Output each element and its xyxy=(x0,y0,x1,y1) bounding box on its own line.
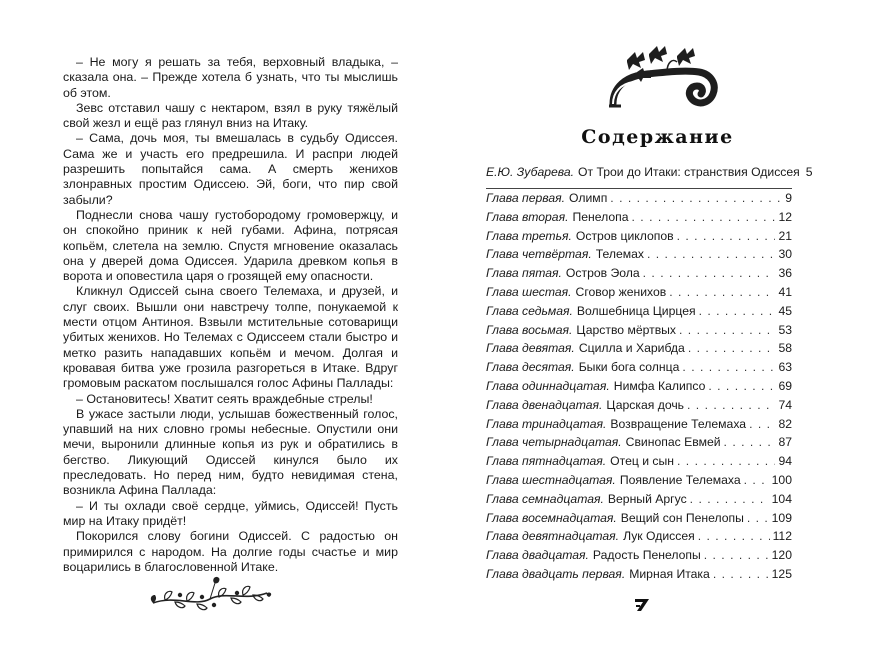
toc-chapter-title: Царство мёртвых xyxy=(576,322,677,337)
leader-dots xyxy=(677,229,776,243)
toc-chapter-number: Глава девятнадцатая. xyxy=(486,529,620,544)
toc-chapter-title: Сговор женихов xyxy=(575,284,667,299)
toc-entry[interactable] xyxy=(486,567,792,586)
toc-chapter-number: Глава одиннадцатая. xyxy=(486,378,610,393)
leader-dots xyxy=(690,492,769,506)
toc-page-number: 112 xyxy=(772,529,792,544)
leader-dots xyxy=(643,266,776,280)
toc-divider xyxy=(486,188,792,189)
toc-page-number: 9 xyxy=(785,191,792,205)
toc-chapter-title: Олимп xyxy=(569,191,608,205)
toc-page-number: 30 xyxy=(778,247,792,262)
toc-page-number: 58 xyxy=(778,341,792,356)
toc-entry[interactable] xyxy=(486,229,792,248)
toc-chapter-title: Вещий сон Пенелопы xyxy=(620,510,744,525)
toc-page-number: 94 xyxy=(778,454,792,469)
toc-page-number: 69 xyxy=(778,378,792,393)
paragraph: Зевс отставил чашу с нектаром, взял в руку тяжёлый свой жезл и ещё раз глянул вниз на Итаку. xyxy=(63,100,398,131)
leader-dots xyxy=(699,304,776,318)
toc-chapter-number: Глава вторая. xyxy=(486,209,569,224)
paragraph: Кликнул Одиссей сына своего Телемаха, и друзей, и слуг своих. Вышли они навстречу толпе, понукаемой к мести отцом Антиноя. Взвыли мстительные сотоварищи убитых женихов. Но Телемах с Одиссеем стали быстро и метко разить нападавших копьём и мечом. Долгая и кровавая битва уже грозила разгореться в Итаке. Вдруг громовым раскатом послышался голос Афины Паллады: xyxy=(63,284,398,391)
toc-entry[interactable] xyxy=(486,323,792,342)
toc-page-number: 87 xyxy=(778,435,792,450)
toc-heading: Содержание xyxy=(581,126,734,148)
leader-dots xyxy=(669,285,775,299)
toc-entry[interactable] xyxy=(486,417,792,436)
toc-chapter-number: Глава десятая. xyxy=(486,360,575,375)
toc-page-number: 120 xyxy=(771,548,792,563)
toc-author: Е.Ю. Зубарева. xyxy=(486,165,575,179)
toc-intro-entry[interactable] xyxy=(486,165,813,187)
toc-page-number: 45 xyxy=(778,303,792,318)
leader-dots xyxy=(677,454,775,468)
toc-chapter-number: Глава шестнадцатая. xyxy=(486,472,616,487)
toc-chapter-title: Лук Одиссея xyxy=(623,529,695,544)
leader-dots xyxy=(647,247,775,261)
toc-chapter-title: Волшебница Цирцея xyxy=(576,303,696,318)
ionic-scroll-emblem-icon xyxy=(607,42,722,114)
toc-entry[interactable] xyxy=(486,210,792,229)
toc-chapter-title: Пенелопа xyxy=(572,209,629,224)
toc-chapter-number: Глава четвёртая. xyxy=(486,247,592,262)
toc-chapter-title: Нимфа Калипсо xyxy=(613,378,706,393)
paragraph: – Остановитесь! Хватит сеять враждебные стрелы! xyxy=(76,391,373,406)
toc-entry[interactable] xyxy=(486,454,792,473)
toc-chapter-number: Глава двадцать первая. xyxy=(486,566,626,581)
toc-chapter-number: Глава первая. xyxy=(486,191,566,205)
paragraph: – И ты охлади своё сердце, уймись, Одиссей! Пусть мир на Итаку придёт! xyxy=(63,498,398,528)
toc-page-number: 53 xyxy=(778,322,792,337)
toc-page-number: 21 xyxy=(778,228,792,243)
toc-chapter-title: Сцилла и Харибда xyxy=(578,341,685,356)
leader-dots xyxy=(747,511,769,525)
toc-chapter-title: Мирная Итака xyxy=(629,566,710,581)
toc-chapter-number: Глава четырнадцатая. xyxy=(486,435,622,450)
toc-entry[interactable] xyxy=(486,191,792,210)
leader-dots xyxy=(713,567,769,581)
leader-dots xyxy=(688,341,776,355)
toc-page-number: 41 xyxy=(778,284,792,299)
leader-dots xyxy=(698,529,770,543)
toc-entry[interactable] xyxy=(486,548,792,567)
leader-dots xyxy=(610,191,782,205)
toc-chapter-number: Глава восьмая. xyxy=(486,322,573,337)
toc-page-number: 36 xyxy=(778,266,792,281)
toc-entry[interactable] xyxy=(486,379,792,398)
toc-chapter-title: Радость Пенелопы xyxy=(592,548,701,563)
toc-entry[interactable] xyxy=(486,398,792,417)
toc-entry[interactable] xyxy=(486,247,792,266)
toc-chapter-number: Глава шестая. xyxy=(486,284,572,299)
toc-entry[interactable] xyxy=(486,266,792,285)
story-text xyxy=(63,55,398,575)
leader-dots xyxy=(708,379,775,393)
toc-title: От Трои до Итаки: странствия Одиссея xyxy=(578,165,800,179)
toc-chapter-title: Остров Эола xyxy=(565,266,640,281)
toc-chapter-number: Глава пятая. xyxy=(486,266,562,281)
toc-entry[interactable] xyxy=(486,341,792,360)
toc-page-number: 63 xyxy=(778,360,792,375)
toc-chapter-title: Отец и сын xyxy=(610,454,675,469)
toc-page-number: 100 xyxy=(771,472,792,487)
toc-chapter-list xyxy=(486,191,792,586)
leader-dots xyxy=(679,323,775,337)
paragraph: – Не могу я решать за тебя, верховный владыка, – сказала она. – Прежде хотела б узнать, что ты мыслишь об этом. xyxy=(63,55,398,100)
toc-entry[interactable] xyxy=(486,511,792,530)
paragraph: Поднесли снова чашу густобородому громовержцу, и он спокойно приник к ней губами. Афина, потрясая копьём, слетела на землю. Спустя мгновение оказалась она у дверей дома Одиссея. Ударила древком копья в ворота и оповестила царя о грозящей ему опасности. xyxy=(63,207,398,284)
toc-page-number: 74 xyxy=(778,397,792,412)
toc-entry[interactable] xyxy=(486,285,792,304)
toc-chapter-number: Глава семнадцатая. xyxy=(486,491,604,506)
toc-page-number: 104 xyxy=(771,491,792,506)
leader-dots xyxy=(682,360,775,374)
toc-entry[interactable] xyxy=(486,529,792,548)
toc-entry[interactable] xyxy=(486,360,792,379)
page-number-glyph-icon xyxy=(633,597,651,613)
toc-chapter-title: Свинопас Евмей xyxy=(625,435,721,450)
leader-dots xyxy=(724,435,776,449)
toc-entry[interactable] xyxy=(486,304,792,323)
toc-chapter-number: Глава девятая. xyxy=(486,341,575,356)
leader-dots xyxy=(744,473,769,487)
leader-dots xyxy=(632,210,776,224)
olive-branch-ornament-icon xyxy=(145,573,275,618)
toc-chapter-title: Быки бога солнца xyxy=(578,360,680,375)
toc-chapter-title: Появление Телемаха xyxy=(619,472,741,487)
table-of-contents xyxy=(486,165,813,586)
leader-dots xyxy=(704,548,769,562)
toc-entry[interactable] xyxy=(486,492,792,511)
toc-chapter-number: Глава восемнадцатая. xyxy=(486,510,617,525)
leader-dots xyxy=(749,417,775,431)
toc-chapter-number: Глава седьмая. xyxy=(486,303,573,318)
toc-chapter-number: Глава двенадцатая. xyxy=(486,397,603,412)
leader-dots xyxy=(687,398,775,412)
toc-chapter-title: Возвращение Телемаха xyxy=(610,416,747,431)
toc-chapter-title: Верный Аргус xyxy=(607,491,687,506)
toc-page-number: 5 xyxy=(805,165,813,179)
toc-chapter-number: Глава пятнадцатая. xyxy=(486,454,607,469)
toc-page-number: 109 xyxy=(771,510,792,525)
toc-chapter-title: Остров циклопов xyxy=(575,228,674,243)
paragraph: – Сама, дочь моя, ты вмешалась в судьбу Одиссея. Сама же и участь его предрешила. И раcпри людей разрешить попытайся сама. А смерть женихов злонравных простим Одиссею. Эй, боги, что пир свой забыли? xyxy=(63,131,398,207)
toc-chapter-number: Глава третья. xyxy=(486,228,572,243)
toc-page-number: 12 xyxy=(778,209,792,224)
paragraph: В ужасе застыли люди, услышав божественный голос, упавший на них словно громы небесные. Опустили они мечи, выронили длинные копья из рук и обратились в бегство. Ликующий Одиссей кинулся было их преследовать. Но перед ним, будто невидимая стена, возникла Афина Паллада: xyxy=(63,406,398,498)
toc-page-number: 125 xyxy=(771,566,792,581)
paragraph: Покорился слову богини Одиссей. С радостью он примирился с народом. На долгие годы счастье и мир воцарились в благословенной Итаке. xyxy=(63,529,398,574)
toc-entry[interactable] xyxy=(486,435,792,454)
toc-chapter-number: Глава двадцатая. xyxy=(486,548,589,563)
toc-entry[interactable] xyxy=(486,473,792,492)
toc-chapter-number: Глава тринадцатая. xyxy=(486,416,607,431)
toc-chapter-title: Царская дочь xyxy=(606,397,685,412)
toc-page-number: 82 xyxy=(778,416,792,431)
toc-chapter-title: Телемах xyxy=(595,247,644,262)
